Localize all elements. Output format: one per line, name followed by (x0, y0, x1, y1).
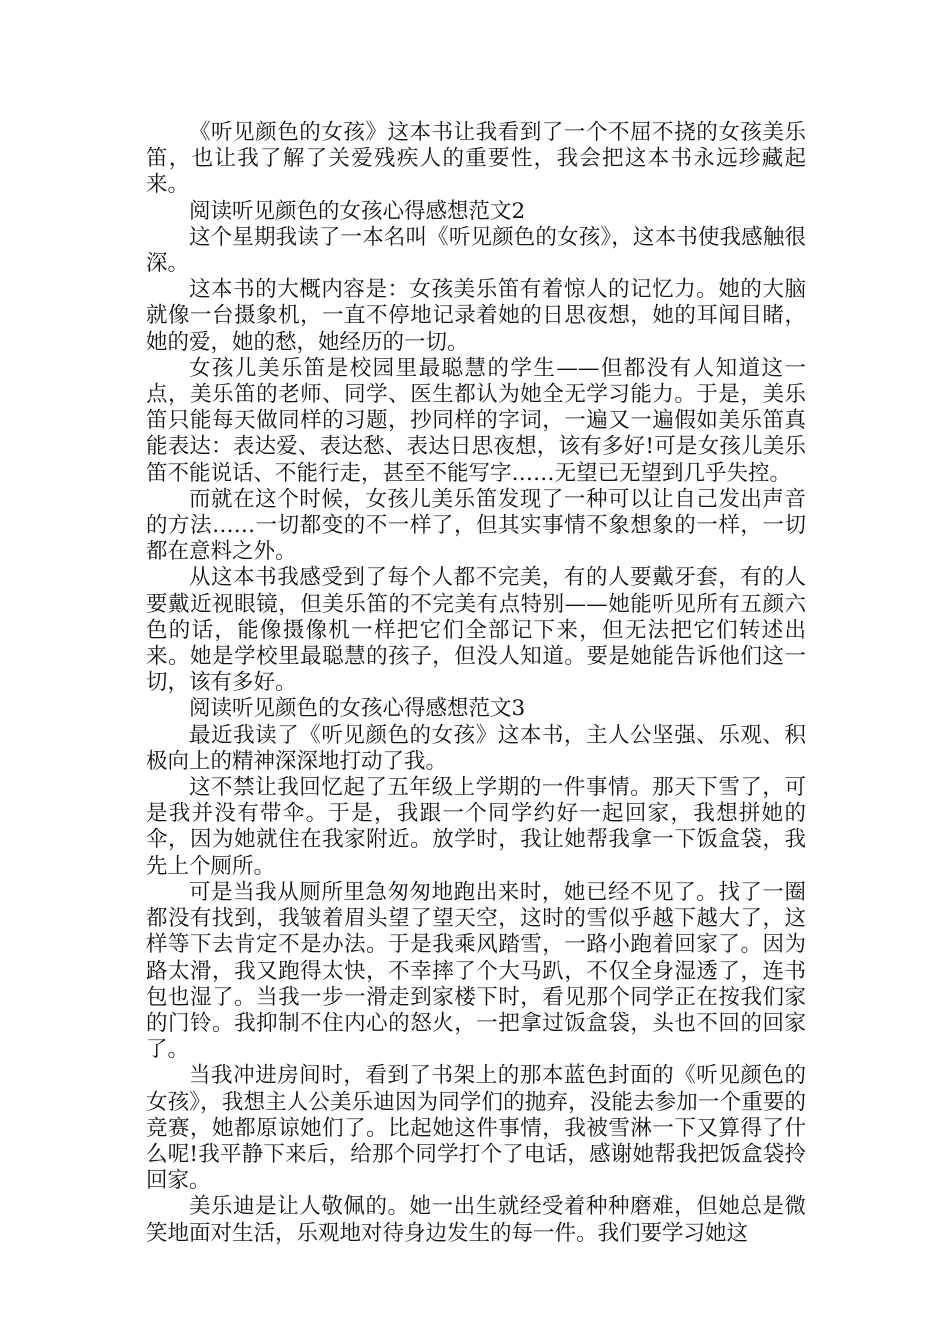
paragraph: 这个星期我读了一本名叫《听见颜色的女孩》，这本书使我感触很深。 (146, 224, 806, 277)
document-body (146, 120, 806, 1247)
paragraph: 美乐迪是让人敬佩的。她一出生就经受着种种磨难，但她总是微笑地面对生活，乐观地对待身边发生的每一件。我们要学习她这 (146, 1194, 806, 1246)
paragraph: 最近我读了《听见颜色的女孩》这本书，主人公坚强、乐观、积极向上的精神深深地打动了我。 (146, 722, 806, 774)
paragraph: 这本书的大概内容是：女孩美乐笛有着惊人的记忆力。她的大脑就像一台摄象机，一直不停地记录着她的日思夜想，她的耳闻目睹，她的爱，她的愁，她经历的一切。 (146, 277, 806, 355)
paragraph: 从这本书我感受到了每个人都不完美，有的人要戴牙套，有的人要戴近视眼镜，但美乐笛的不完美有点特别——她能听见所有五颜六色的话，能像摄像机一样把它们全部记下来，但无法把它们转述出来。她是学校里最聪慧的孩子，但没人知道。要是她能告诉他们这一切，该有多好。 (146, 565, 806, 696)
paragraph: 当我冲进房间时，看到了书架上的那本蓝色封面的《听见颜色的女孩》，我想主人公美乐迪因为同学们的抛弃，没能去参加一个重要的竞赛，她都原谅她们了。比起她这件事情，我被雪淋一下又算得了什么呢!我平静下来后，给那个同学打个了电话，感谢她帮我把饭盒袋拎回家。 (146, 1063, 806, 1194)
paragraph: 这不禁让我回忆起了五年级上学期的一件事情。那天下雪了，可是我并没有带伞。于是，我跟一个同学约好一起回家，我想拼她的伞，因为她就住在我家附近。放学时，我让她帮我拿一下饭盒袋，我先上个厕所。 (146, 775, 806, 879)
section-heading-essay-3: 阅读听见颜色的女孩心得感想范文3 (189, 696, 526, 722)
section-heading-essay-2: 阅读听见颜色的女孩心得感想范文2 (189, 198, 526, 224)
paragraph-closing-review-1: 《听见颜色的女孩》这本书让我看到了一个不屈不挠的女孩美乐笛，也让我了解了关爱残疾人的重要性，我会把这本书永远珍藏起来。 (146, 120, 806, 198)
paragraph: 可是当我从厕所里急匆匆地跑出来时，她已经不见了。找了一圈都没有找到，我皱着眉头望了望天空，这时的雪似乎越下越大了，这样等下去肯定不是办法。于是我乘风踏雪，一路小跑着回家了。因为路太滑，我又跑得太快，不幸摔了个大马趴，不仅全身湿透了，连书包也湿了。当我一步一滑走到家楼下时，看见那个同学正在按我们家的门铃。我抑制不住内心的怒火，一把拿过饭盒袋，头也不回的回家了。 (146, 879, 806, 1063)
paragraph: 而就在这个时候，女孩儿美乐笛发现了一种可以让自己发出声音的方法……一切都变的不一样了，但其实事情不象想象的一样，一切都在意料之外。 (146, 486, 806, 565)
paragraph: 女孩儿美乐笛是校园里最聪慧的学生——但都没有人知道这一点，美乐笛的老师、同学、医生都认为她全无学习能力。于是，美乐笛只能每天做同样的习题，抄同样的字词，一遍又一遍假如美乐笛真能表达：表达爱、表达愁、表达日思夜想，该有多好!可是女孩儿美乐笛不能说话、不能行走，甚至不能写字……无望已无望到几乎失控。 (146, 355, 806, 486)
